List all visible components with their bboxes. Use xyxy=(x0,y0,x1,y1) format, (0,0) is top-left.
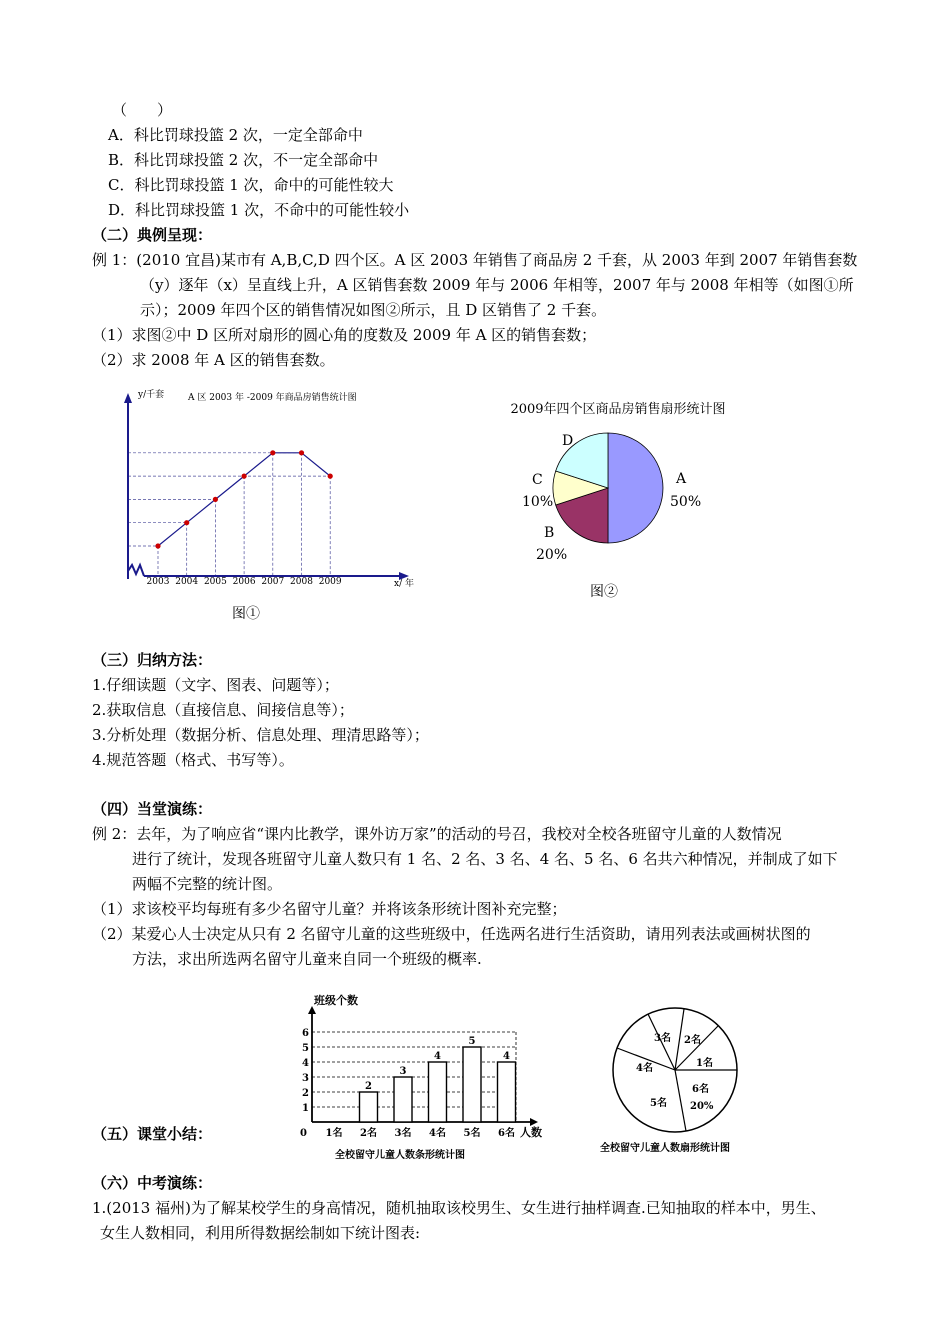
section3-heading: （三）归纳方法： xyxy=(92,651,213,669)
answer-paren: （ ） xyxy=(112,101,173,119)
y-axis-label: y/千套 xyxy=(138,390,165,400)
example2-line3: 两幅不完整的统计图。 xyxy=(132,875,283,893)
section5-heading: （五）课堂小结： xyxy=(92,1125,213,1143)
problem1-line1: 1.(2013 福州)为了解某校学生的身高情况，随机抽取该校男生、女生进行抽样调查.已知抽取的样本中，男生、 xyxy=(92,1199,826,1217)
example1-line2: （y）逐年（x）呈直线上升，A 区销售套数 2009 年与 2006 年相等，2007 年与 2008 年相等（如图①所 xyxy=(140,276,854,294)
label-c-pct: 10% xyxy=(522,494,554,510)
section6-heading: （六）中考演练： xyxy=(92,1174,213,1192)
data-point-2006 xyxy=(242,474,247,479)
bar-value-4: 4 xyxy=(434,1051,441,1062)
bar-y-tick-1: 1 xyxy=(302,1103,309,1114)
bar-x-tick-5: 5名 xyxy=(463,1128,481,1139)
method-item-2: 2.获取信息（直接信息、间接信息等）； xyxy=(92,701,354,719)
example1-question1: （1）求图②中 D 区所对扇形的圆心角的度数及 2009 年 A 区的销售套数； xyxy=(92,326,597,344)
bar-x-arrow xyxy=(530,1118,538,1126)
label-b-pct: 20% xyxy=(536,547,568,563)
bar-y-label: 班级个数 xyxy=(314,994,358,1007)
data-point-2007 xyxy=(270,450,275,455)
axis-break xyxy=(128,565,144,576)
example1-question2: （2）求 2008 年 A 区的销售套数。 xyxy=(92,351,335,369)
x-tick-2007: 2007 xyxy=(261,577,285,587)
x-tick-2005: 2005 xyxy=(203,577,227,587)
bar-x-label: 人数 xyxy=(520,1126,542,1139)
x-tick-2006: 2006 xyxy=(232,577,256,587)
bar-value-2: 2 xyxy=(365,1081,372,1092)
label-c: C xyxy=(532,472,543,488)
bar-y-arrow xyxy=(308,1006,316,1014)
pie2-caption: 全校留守儿童人数扇形统计图 xyxy=(600,1143,730,1154)
bar-x-tick-6: 6名 xyxy=(498,1128,515,1139)
data-point-2005 xyxy=(213,497,218,502)
x-axis-label: x/ 年 xyxy=(394,579,414,589)
data-point-2009 xyxy=(328,474,333,479)
line-chart-title: A 区 2003 年 -2009 年商品房销售统计图 xyxy=(188,393,357,403)
pie2-label-6: 6名 xyxy=(692,1084,709,1095)
option-b: B．科比罚球投篮 2 次，不一定全部命中 xyxy=(108,151,379,169)
pie-chart-title: 2009年四个区商品房销售扇形统计图 xyxy=(510,402,726,417)
pie-slice-a xyxy=(608,433,663,543)
figure1-caption: 图① xyxy=(232,606,260,622)
label-b: B xyxy=(544,525,555,541)
x-tick-2009: 2009 xyxy=(318,577,342,587)
option-a: A．科比罚球投篮 2 次，一定全部命中 xyxy=(108,126,363,144)
pie2-label-1: 1名 xyxy=(696,1058,713,1069)
pie2-label-6-pct: 20% xyxy=(690,1101,714,1112)
y-axis-arrow xyxy=(124,393,132,403)
bar-origin: 0 xyxy=(300,1128,307,1139)
bar-x-tick-3: 3名 xyxy=(394,1128,412,1139)
data-point-2008 xyxy=(299,450,304,455)
bar-x-tick-1: 1名 xyxy=(325,1128,343,1139)
bar-y-tick-3: 3 xyxy=(302,1073,309,1084)
bar-value-6: 4 xyxy=(503,1051,510,1062)
pie2-label-5: 5名 xyxy=(650,1098,667,1109)
label-d: D xyxy=(562,433,574,449)
data-point-2004 xyxy=(184,520,189,525)
section4-heading: （四）当堂演练： xyxy=(92,800,213,818)
bar-2 xyxy=(360,1092,378,1122)
bar-value-5: 5 xyxy=(468,1036,476,1047)
bar-x-tick-4: 4名 xyxy=(429,1128,446,1139)
bar-x-tick-2: 2名 xyxy=(360,1128,377,1139)
problem1-line2: 女生人数相同，利用所得数据绘制如下统计图表: xyxy=(100,1224,421,1242)
pie2-label-2: 2名 xyxy=(684,1035,701,1046)
section2-heading: （二）典例呈现： xyxy=(92,226,213,244)
method-item-4: 4.规范答题（格式、书写等）。 xyxy=(92,751,294,769)
example1-line1: 例 1：(2010 宜昌)某市有 A,B,C,D 四个区。A 区 2003 年销售了商品房 2 千套，从 2003 年到 2007 年销售套数 xyxy=(92,251,858,269)
example1-line3: 示）；2009 年四个区的销售情况如图②所示，且 D 区销售了 2 千套。 xyxy=(140,301,607,319)
figure2-caption: 图② xyxy=(590,584,618,600)
bar-6 xyxy=(498,1062,516,1122)
method-item-3: 3.分析处理（数据分析、信息处理、理清思路等）； xyxy=(92,726,429,744)
data-point-2003 xyxy=(155,543,160,548)
pie2-label-3: 3名 xyxy=(654,1033,671,1044)
example2-line1: 例 2：去年，为了响应省“课内比教学，课外访万家”的活动的号召，我校对全校各班留守儿童的人数情况 xyxy=(92,825,782,843)
example2-question2-line2: 方法，求出所选两名留守儿童来自同一个班级的概率. xyxy=(132,950,482,968)
pie2-label-4: 4名 xyxy=(636,1063,653,1074)
bar-chart-caption: 全校留守儿童人数条形统计图 xyxy=(335,1150,465,1161)
bar-y-tick-6: 6 xyxy=(302,1028,309,1039)
bar-value-3: 3 xyxy=(399,1066,407,1077)
bar-y-tick-2: 2 xyxy=(302,1088,309,1099)
example2-question2-line1: （2）某爱心人士决定从只有 2 名留守儿童的这些班级中，任选两名进行生活资助，请用列表法或画树状图的 xyxy=(92,925,811,943)
pie-chart xyxy=(490,395,750,605)
bar-4 xyxy=(429,1062,447,1122)
x-tick-2004: 2004 xyxy=(175,577,199,587)
children-pie-chart xyxy=(600,1005,770,1165)
bar-y-tick-4: 4 xyxy=(302,1058,309,1069)
x-tick-2003: 2003 xyxy=(146,577,170,587)
option-d: D．科比罚球投篮 1 次，不命中的可能性较小 xyxy=(108,201,410,219)
example2-question1: （1）求该校平均每班有多少名留守儿童？并将该条形统计图补充完整； xyxy=(92,900,567,918)
example2-line2: 进行了统计，发现各班留守儿童人数只有 1 名、2 名、3 名、4 名、5 名、6 名共六种情况，并制成了如下 xyxy=(132,850,838,868)
option-c: C．科比罚球投篮 1 次，命中的可能性较大 xyxy=(108,176,394,194)
bar-5 xyxy=(463,1047,481,1122)
bar-3 xyxy=(394,1077,412,1122)
label-a-pct: 50% xyxy=(670,494,702,510)
method-item-1: 1.仔细读题（文字、图表、问题等）； xyxy=(92,676,339,694)
x-tick-2008: 2008 xyxy=(290,577,313,587)
bar-chart xyxy=(290,990,560,1170)
label-a: A xyxy=(676,471,687,487)
bar-y-tick-5: 5 xyxy=(302,1043,309,1054)
line-chart xyxy=(118,385,428,625)
